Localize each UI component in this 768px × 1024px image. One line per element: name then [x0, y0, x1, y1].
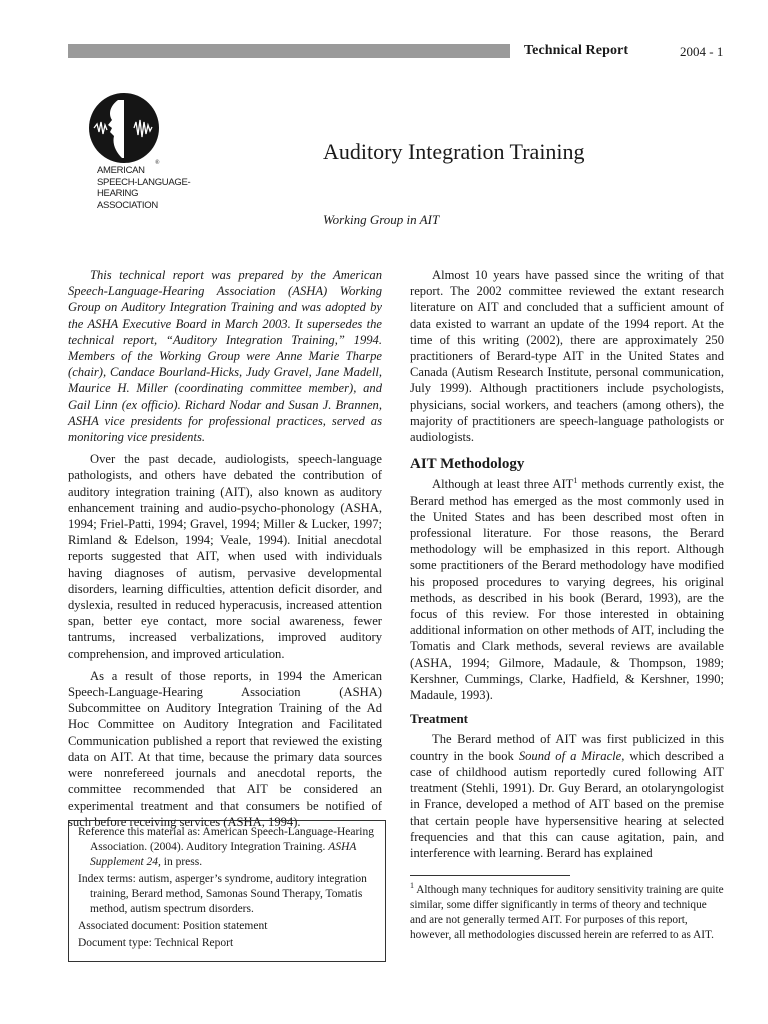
subsection-heading: Treatment [410, 711, 468, 727]
intro-paragraph: This technical report was prepared by the American Speech-Language-Hearing Association (ASHA) Working Group on Auditory Integration Training and was adopted by the ASHA Executive Board in March 2003. It supersedes the technical report, “Auditory Integration Training,” 1994. Members of the Working Group were Anne Marie Tharpe (chair), Candace Bourland-Hicks, Judy Gravel, Jane Madell, Maurice H. Miller (coordinating committee member), and Gail Linn (ex officio). Richard Nodar and Susan J. Brannen, ASHA vice presidents for professional practices, served as monitoring vice presidents. [68, 268, 382, 445]
org-line: AMERICAN [97, 165, 145, 176]
reference-citation [78, 825, 379, 870]
footnote-rule [410, 875, 570, 876]
body-paragraph: Over the past decade, audiologists, speech-language pathologists, and others have debated the contribution of auditory integration training (AIT), also known as auditory enhancement training and audio-psycho-phonology (ASHA, 1994; Friel-Patti, 1994; Gravel, 1994; Miller & Lucker, 1997; Rimland & Edelson, 1994; Veale, 1994). Initial anecdotal reports suggested that AIT, when used with individuals having diagnoses of autism, pervasive developmental disorders, learning difficulties, attention deficit disorder, and dyslexia, resulted in reduced hyperacusis, increased attention span, better eye contact, more social awareness, fewer tantrums, increased verbalizations, improved auditory comprehension, and improved articulation. [68, 452, 382, 661]
footnote [410, 883, 724, 943]
reference-text: Reference this material as: American Speech-Language-Hearing Association. (2004). Auditory Integration Training. [78, 826, 374, 853]
index-terms: Index terms: autism, asperger’s syndrome, auditory integration training, Berard method, Samonas Sound Therapy, Tomatis method, autism spectrum disorders. [78, 873, 367, 915]
organization-name [97, 165, 190, 211]
trademark-glyph: ® [155, 160, 160, 164]
org-line: HEARING [97, 188, 139, 199]
book-title: Sound of a Miracle [518, 748, 622, 763]
footnote-ref[interactable]: 1 [573, 476, 578, 486]
reference-journal: ASHA Supplement 24, [90, 841, 357, 868]
text-run: , which described a case of childhood autism reportedly cured following AIT treatment (Stehli, 1991). Dr. Guy Berard, an otolaryngologist in France, developed a method of AIT based on the premise that certain people have hypersensitive hearing at selected frequencies and that this can cause agitation, pain, and interference with learning. Berard has explained [410, 748, 725, 860]
footnote-text: Although many techniques for auditory sensitivity training are quite similar, some differ significantly in terms of theory and technique and are not generally termed AIT. For purposes of this report, however, all methodologies discussed herein are referred to as AIT. [410, 884, 724, 941]
right-column [410, 267, 724, 861]
body-paragraph: Almost 10 years have passed since the writing of that report. The 2002 committee reviewed the extant research literature on AIT and concluded that a sufficient amount of data existed to warrant an update of the 1994 report. At the time of this writing (2002), there are approximately 250 practitioners of Berard-type AIT in the United States and Canada (Autism Research Institute, personal communication, July 1999). Although practitioners include psychologists, physicians, social workers, and teachers (among others), the majority of practitioners are speech-language pathologists or audiologists. [410, 268, 724, 445]
section-heading: AIT Methodology [410, 456, 525, 473]
body-paragraph: As a result of those reports, in 1994 the American Speech-Language-Hearing Association (ASHA) Subcommittee on Auditory Integration Training of the Ad Hoc Committee on Auditory Integration and Facilitated Communication published a report that reviewed the existing data on AIT. At that time, because the primary data sources were nonrefereed journals and anecdotal reports, the committee recommended that AIT be considered an experimental treatment and that consumers be notified of such before receiving services (ASHA, 1994). [68, 668, 382, 829]
text-run: The Berard method of AIT was first publicized in this country in the book [410, 732, 724, 763]
report-label: Technical Report [524, 43, 629, 58]
left-column [68, 267, 382, 830]
document-title: Auditory Integration Training [323, 139, 585, 164]
header-bar [68, 44, 510, 58]
footnote-marker: 1 [410, 881, 414, 891]
body-paragraph [410, 731, 724, 861]
text-run: Although at least three AIT [432, 477, 574, 492]
org-line: ASSOCIATION [97, 199, 158, 211]
asha-logo-icon [88, 92, 160, 164]
document-subtitle: Working Group in AIT [323, 212, 440, 227]
body-paragraph [410, 476, 724, 703]
org-line: SPEECH-LANGUAGE- [97, 176, 191, 188]
page-number: 2004 - 1 [680, 44, 724, 59]
reference-suffix: in press. [160, 856, 203, 868]
document-type: Document type: Technical Report [78, 937, 234, 949]
associated-document: Associated document: Position statement [78, 920, 268, 932]
reference-box [68, 820, 386, 962]
text-run: methods currently exist, the Berard method has emerged as the most commonly used in the United States and has been described most often in professional literature. For those reasons, the Berard methodology will be emphasized in this report. Although some practitioners of the Berard methodology have modified his proposed procedures to varying degrees, his original methods, as described in his book (Berard, 1993), are the focus of this review. For those interested in obtaining additional information on other methods of AIT, including the Tomatis and Clark methods, several reviews are available (ASHA, 1994; Gilmore, Madaule, & Thompson, 1989; Kershner, Cummings, Clarke, Hadfield, & Kershner, 1990; Madaule, 1993). [410, 477, 724, 703]
